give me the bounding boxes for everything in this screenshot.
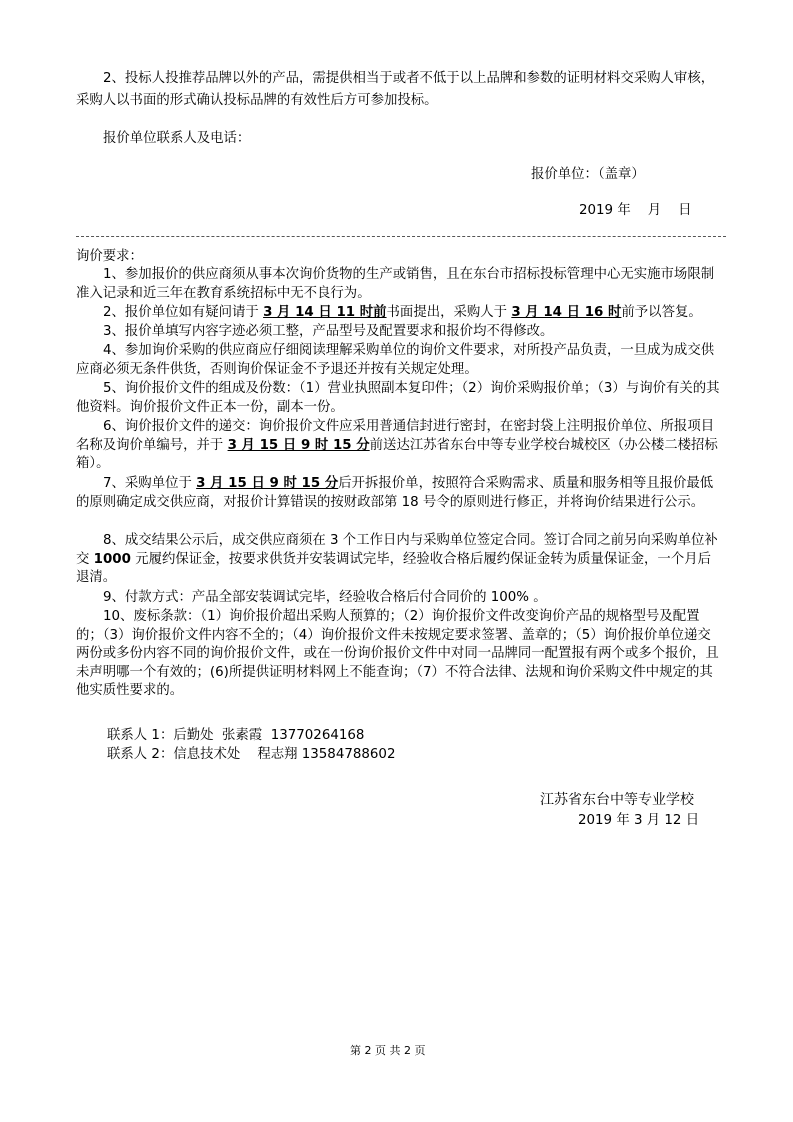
- contact-1: 联系人 1：后勤处 张素霞 13770264168: [107, 728, 365, 743]
- requirement-4: 4、参加询价采购的供应商应仔细阅读理解采购单位的询价文件要求，对所投产品负责，一旦成为成交供应商必须无条件供货，否则询价保证金不予退还并按有关规定处理。: [76, 343, 715, 377]
- contact-2: 联系人 2：信息技术处 程志翔 13584788602: [107, 747, 396, 762]
- school-name: 江苏省东台中等专业学校: [540, 792, 694, 808]
- issue-date: 2019 年 3 月 12 日: [578, 813, 700, 828]
- requirement-7: 7、采购单位于 3 月 15 日 9 时 15 分后开拆报价单，按照符合采购需求、质量和服务相等且报价最低的原则确定成交供应商，对报价计算错误的按财政部第 18 号令的原则进行修正，并将询价结果进行公示。: [76, 476, 714, 510]
- item2-paragraph: 2、投标人投推荐品牌以外的产品，需提供相当于或者不低于以上品牌和参数的证明材料交采购人审核，采购人以书面的形式确认投标品牌的有效性后方可参加投标。: [76, 71, 715, 108]
- deposit-amount: 1000: [93, 551, 131, 567]
- section-divider: [76, 236, 726, 237]
- opening-time: 3 月 15 日 9 时 15 分: [196, 476, 339, 491]
- requirement-2: 2、报价单位如有疑问请于 3 月 14 日 11 时前书面提出，采购人于 3 月 14 日 16 时前予以答复。: [103, 305, 702, 320]
- submission-deadline: 3 月 15 日 9 时 15 分: [227, 437, 370, 453]
- requirement-3: 3、报价单填写内容字迹必须工整，产品型号及配置要求和报价均不得修改。: [103, 324, 554, 339]
- requirement-6: 6、询价报价文件的递交：询价报价文件应采用普通信封进行密封，在密封袋上注明报价单位、所报项目名称及询价单编号，并于 3 月 15 日 9 时 15 分前送达江苏省东台中等专业学校台城校区（办公楼二楼招标箱）。: [76, 419, 718, 472]
- deadline-question: 3 月 14 日 11 时前: [263, 305, 387, 320]
- deadline-answer: 3 月 14 日 16 时: [511, 305, 622, 320]
- page-footer: 第 2 页 共 2 页: [350, 1044, 426, 1057]
- date-label: 2019 年 月 日: [579, 203, 692, 218]
- requirements-title: 询价要求：: [76, 249, 143, 264]
- unit-stamp-label: 报价单位：（盖章）: [531, 167, 645, 182]
- requirement-5: 5、询价报价文件的组成及份数：（1）营业执照副本复印件；（2）询价采购报价单；（3）与询价有关的其他资料。询价报价文件正本一份，副本一份。: [76, 381, 720, 415]
- requirement-8: 8、成交结果公示后，成交供应商须在 3 个工作日内与采购单位签定合同。签订合同之前另向采购单位补交 1000 元履约保证金，按要求供货并安装调试完毕，经验收合格后履约保证金转为质量保证金，一个月后退清。: [76, 533, 718, 586]
- requirement-1: 1、参加报价的供应商须从事本次询价货物的生产或销售，且在东台市招标投标管理中心无实施市场限制准入记录和近三年在教育系统招标中无不良行为。: [76, 267, 715, 301]
- requirement-9: 9、付款方式：产品全部安装调试完毕，经验收合格后付合同价的 100% 。: [103, 590, 547, 605]
- requirement-10: 10、废标条款：（1）询价报价超出采购人预算的；（2）询价报价文件改变询价产品的规格型号及配置的；（3）询价报价文件内容不全的；（4）询价报价文件未按规定要求签署、盖章的；（5）询价报价单位递交两份或多份内容不同的询价报价文件，或在一份询价报价文件中对同一品牌同一配置报有两个或多个报价，且未声明哪一个有效的；(6)所提供证明材料网上不能查询；（7）不符合法律、法规和询价采购文件中规定的其他实质性要求的。: [76, 609, 719, 699]
- contact-label: 报价单位联系人及电话：: [103, 131, 251, 146]
